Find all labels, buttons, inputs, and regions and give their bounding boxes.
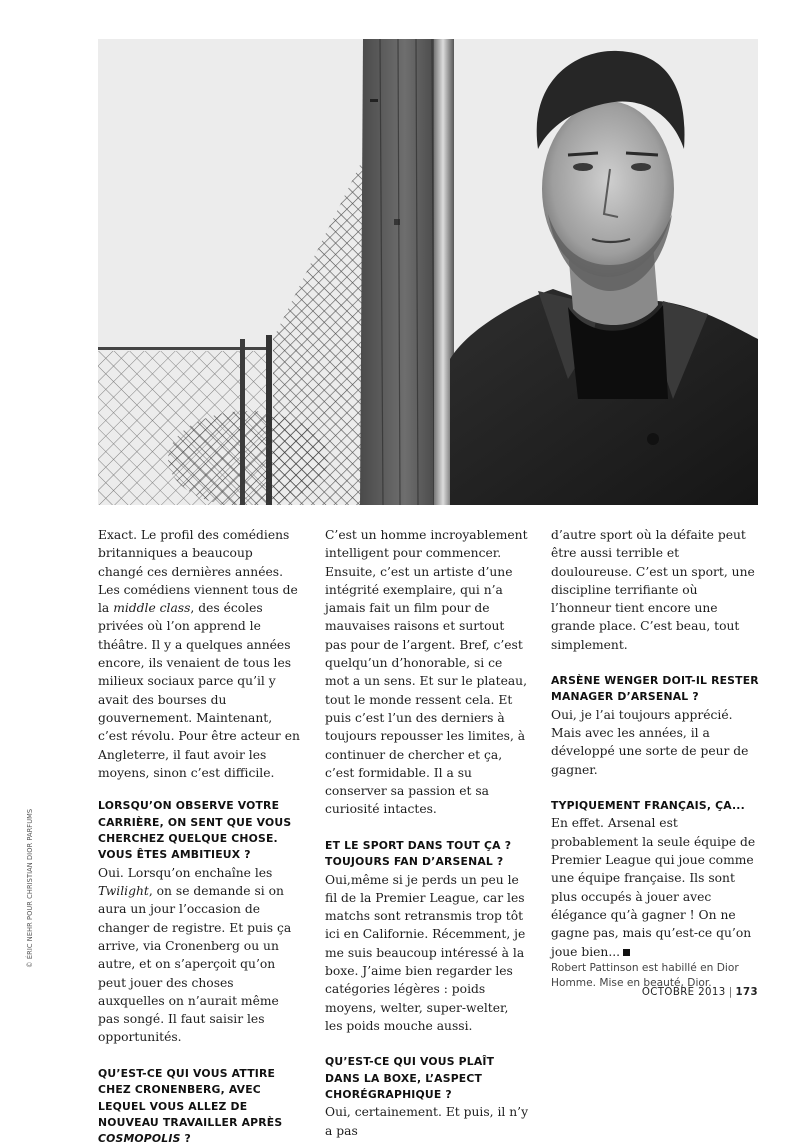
answer-paragraph: Oui,même si je perds un peu le fil de la Premier League, car les matchs sont retransmis trop tôt ici en Californie. Récemment, je me suis beaucoup intéressé à la boxe. J’aime bien regarder les catégories légères : poids moyens, welter, super-welter, les poids mouche aussi. [325, 872, 526, 1033]
interview-question: QU’EST-CE QUI VOUS ATTIRE CHEZ CRONENBERG, AVEC LEQUEL VOUS ALLEZ DE NOUVEAU TRAVAILLER APRÈS COSMOPOLIS ? [98, 1066, 283, 1146]
answer-paragraph: Oui, certainement. Et puis, il n’y a pas [325, 1105, 529, 1138]
interview-question: QU’EST-CE QUI VOUS PLAÎT DANS LA BOXE, L’ASPECT CHORÉGRAPHIQUE ? [325, 1055, 495, 1102]
interview-question: ARSÈNE WENGER DOIT-IL RESTER MANAGER D’ARSENAL ? [551, 674, 759, 704]
end-mark-square-icon [623, 949, 630, 956]
answer-paragraph: Exact. Le profil des comédiens britanniques a beaucoup changé ces dernières années. Les comédiens viennent tous de la middle class, des écoles privées où l’on apprend le théâtre. Il y a quelques années encore, ils venaient de tous les milieux sociaux parce qu’il y avait des bourses du gouvernement. Maintenant, c’est révolu. Pour être acteur en Angleterre, il faut avoir les moyens, sinon c’est difficile. [98, 528, 300, 780]
folio-separator: | [728, 987, 733, 998]
page-number: 173 [735, 987, 758, 998]
answer-paragraph: d’autre sport où la défaite peut être aussi terrible et douloureuse. C’est un sport, une discipline terrifiante où l’honneur tient encore une grande place. C’est beau, tout simplement. [551, 528, 755, 652]
interview-question: LORSQU’ON OBSERVE VOTRE CARRIÈRE, ON SENT QUE VOUS CHERCHEZ QUELQUE CHOSE. VOUS ÊTES AMBITIEUX ? [98, 799, 292, 862]
text-column-2 [325, 526, 529, 1140]
answer-paragraph: En effet. Arsenal est probablement la seule équipe de Premier League qui joue comme une équipe française. Ils sont plus occupés à jouer avec élégance qu’à gagner ! On ne gagne pas, mais qu’est-ce qu’on joue bien... [551, 816, 756, 959]
interview-question: TYPIQUEMENT FRANÇAIS, ÇA... [551, 799, 745, 813]
text-column-3 [551, 526, 759, 992]
text-column-1 [98, 526, 300, 1148]
issue-date: OCTOBRE 2013 [641, 987, 726, 998]
answer-paragraph: Oui, je l’ai toujours apprécié. Mais avec les années, il a développé une sorte de peur de gagner. [551, 707, 749, 777]
interview-question: ET LE SPORT DANS TOUT ÇA ? TOUJOURS FAN D’ARSENAL ? [325, 838, 512, 869]
page-folio [642, 987, 758, 998]
photo-caption: Robert Pattinson est habillé en Dior Homme. Mise en beauté, Dior. [551, 961, 739, 990]
answer-paragraph: C’est un homme incroyablement intelligent pour commencer. Ensuite, c’est un artiste d’une intégrité exemplaire, qui n’a jamais fait un film pour de mauvaises raisons et surtout pas pour de l’argent. Bref, c’est quelqu’un d’honorable, si ce mot a un sens. Et sur le plateau, tout le monde ressent cela. Et puis c’est l’un des derniers à toujours repousser les limites, à continuer de chercher et ça, c’est formidable. Il a su conserver sa passion et sa curiosité intactes. [325, 528, 528, 817]
portrait-photo [98, 39, 758, 505]
answer-paragraph: Oui. Lorsqu’on enchaîne les Twilight, on se demande si on aura un jour l’occasion de changer de registre. Et puis ça arrive, via Cronenberg ou un autre, et on s’aperçoit qu’on peut jouer des choses auxquelles on n’aurait même pas songé. Il faut saisir les opportunités. [98, 865, 292, 1045]
photo-credit [26, 808, 36, 968]
portrait-illustration [98, 39, 758, 505]
photo-credit-text: © ÉRIC NEHR POUR CHRISTIAN DIOR PARFUMS [26, 808, 34, 968]
